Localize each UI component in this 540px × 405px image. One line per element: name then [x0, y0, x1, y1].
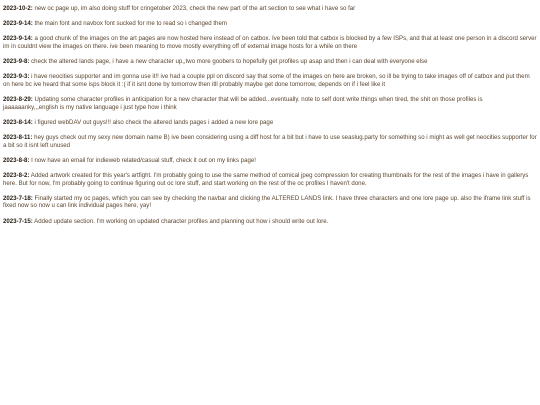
update-text: I now have an email for indieweb related/casual stuff, check it out on my links page! — [29, 156, 256, 164]
update-text: a good chunk of the images on the art pages are now hosted here instead of on catbox. Ive been told that catbox is blocked by a few ISPs, and that at least one person in a discord server im in couldnt view the images on there. ive been meaning to move mostly everything off of external image hosts for a while on there — [3, 35, 537, 50]
update-entry — [3, 172, 537, 187]
update-text: i figured webDAV out guys!!! also check the altered lands pages i added a new lore page — [32, 118, 274, 126]
update-text: check the altered lands page, i have a new character up,,two more goobers to hopefully get profiles up asap and then i can deal with everyone else — [29, 58, 428, 66]
update-entry — [3, 20, 537, 28]
update-date: 2023-9-3: — [3, 73, 30, 81]
update-text: new oc page up, im also doing stuff for cringetober 2023, check the new part of the art section to see what i have so far — [32, 5, 356, 12]
update-date: 2023-8-11: — [3, 134, 33, 142]
update-date: 2023-9-14: — [3, 20, 33, 28]
update-text: hey guys check out my sexy new domain name B) ive been considering using a diff host for a bit but i have to use seaslug.party for something so i might as well get neocities supporter for a bit so it isnt left unused — [3, 134, 537, 149]
update-date: 2023-8-8: — [3, 156, 30, 164]
update-date: 2023-8-2: — [3, 172, 30, 180]
update-entry — [3, 5, 537, 13]
update-text: Finally started my oc pages, which you can see by checking the navbar and clicking the ALTERED LANDS link. I have three characters and one lore page up. also the iframe link stuff is fixed now so now u can link individual pages here, yay! — [3, 194, 531, 210]
update-entry — [3, 157, 537, 165]
update-date: 2023-9-8: — [3, 58, 30, 66]
update-date: 2023-7-15: — [3, 217, 33, 225]
update-entry — [3, 58, 537, 66]
update-date: 2023-9-14: — [3, 35, 33, 43]
update-entry — [3, 35, 537, 50]
update-date: 2023-8-14: — [3, 118, 33, 126]
update-entry — [3, 119, 537, 127]
update-date: 2023-7-18: — [3, 194, 33, 202]
update-entry — [3, 73, 537, 88]
update-date: 2023-8-29: — [3, 96, 33, 104]
update-entry — [3, 195, 537, 210]
update-entry — [3, 218, 537, 226]
update-text: Added artwork created for this year's artfight. I'm probably going to use the same method of comical jpeg compression for creating thumbnails for the rest of the images i have in gallerys here. But for now, I'm probably going to continue figuring out oc lore stuff, and start working on the rest of the oc profiles I haven't done. — [3, 172, 529, 187]
update-text: Added update section. I'm working on updated character profiles and planning out how i should write out lore. — [32, 217, 329, 225]
update-date: 2023-10-2: — [3, 5, 33, 12]
update-text: Updating some character profiles in anticipation for a new character that will be added...eventually. note to self dont write things when tired, the shit on those profiles is jaaaaaanky,,,english is my native language i just type how i think — [3, 96, 483, 111]
update-entry — [3, 96, 537, 111]
update-text: the main font and navbox font sucked for me to read so i changed them — [32, 20, 227, 28]
update-entry — [3, 134, 537, 149]
update-text: i have neocities supporter and im gonna use it!! ive had a couple ppl on discord say that some of the images on here are broken, so ill be trying to take images off of catbox and put them on here bc ive heard that some isps block it :( if it isnt done by tomorrow then itll probably maybe get done tomorrow, depends on if i feel like it — [3, 73, 530, 88]
